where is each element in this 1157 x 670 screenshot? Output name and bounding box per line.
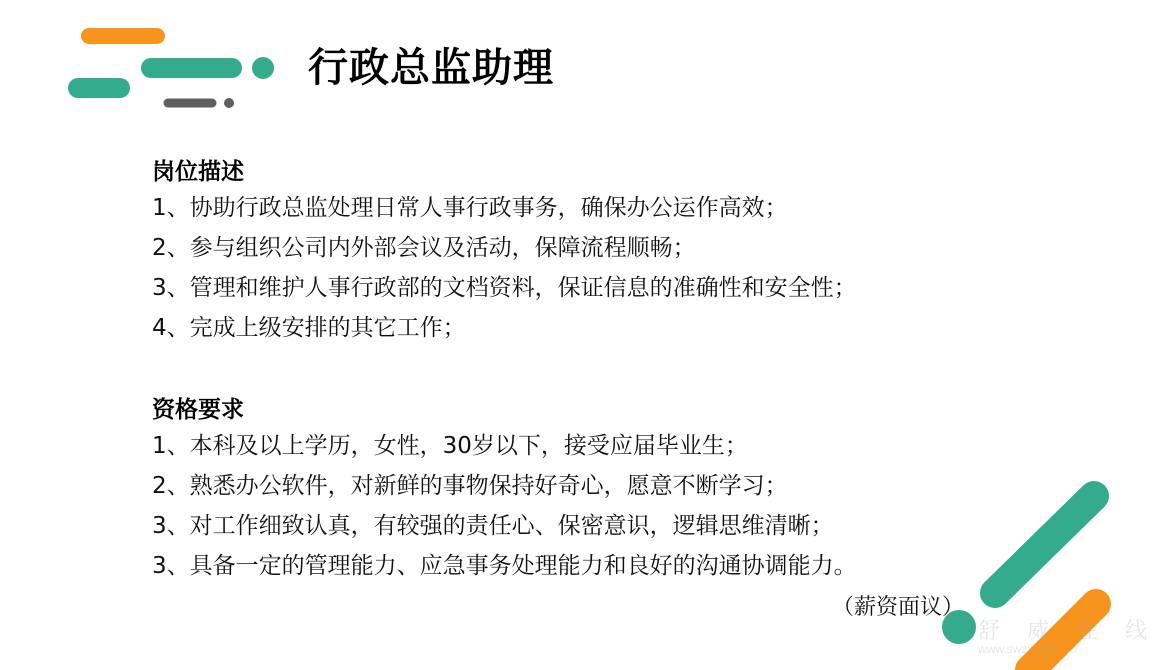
green-dot-top <box>252 57 274 79</box>
job-description-section <box>152 156 857 348</box>
list-item: 3、对工作细致认真，有较强的责任心、保密意识，逻辑思维清晰； <box>152 513 834 539</box>
list-item: 2、参与组织公司内外部会议及活动，保障流程顺畅； <box>152 235 696 261</box>
list-item: 4、完成上级安排的其它工作； <box>152 315 466 341</box>
requirements-section <box>152 394 857 586</box>
list-item: 1、协助行政总监处理日常人事行政事务，确保办公运作高效； <box>152 195 788 221</box>
list-item: 3、具备一定的管理能力、应急事务处理能力和良好的沟通协调能力。 <box>152 553 857 579</box>
list-item: 2、熟悉办公软件，对新鲜的事物保持好奇心，愿意不断学习； <box>152 473 788 499</box>
green-diagonal-bar <box>995 496 1094 593</box>
gray-dot <box>224 98 234 108</box>
list-item: 3、管理和维护人事行政部的文档资料，保证信息的准确性和安全性； <box>152 275 857 301</box>
section-heading: 岗位描述 <box>152 159 244 185</box>
salary-note: （薪资面议） <box>832 595 965 620</box>
watermark-url: www.swzx.com <box>978 642 1060 656</box>
page-title: 行政总监助理 <box>308 45 554 91</box>
section-heading: 资格要求 <box>152 397 244 423</box>
watermark-text: 舒 威 在 线 <box>978 619 1157 644</box>
list-item: 1、本科及以上学历，女性，30岁以下，接受应届毕业生； <box>152 433 748 459</box>
orange-diagonal-bar <box>1030 604 1096 670</box>
